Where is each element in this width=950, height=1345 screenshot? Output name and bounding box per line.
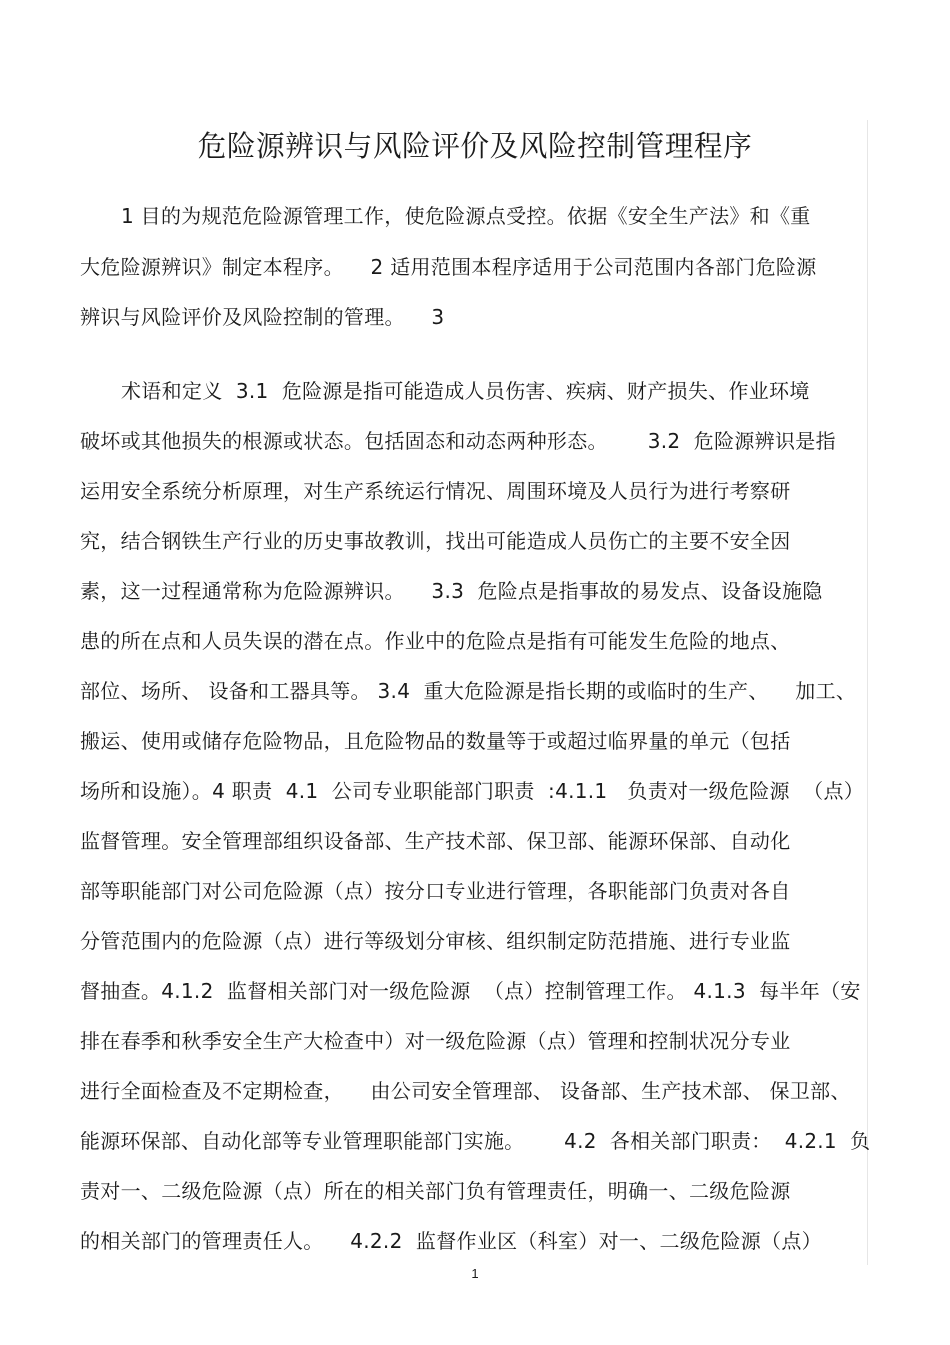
paragraph-line: 大危险源辨识》制定本程序。 2 适用范围本程序适用于公司范围内各部门危险源 [80, 255, 817, 279]
paragraph-line: 排在春季和秋季安全生产大检查中）对一级危险源（点）管理和控制状况分专业 [80, 1029, 791, 1053]
paragraph-line: 能源环保部、自动化部等专业管理职能部门实施。 4.2 各相关部门职责： 4.2.1 负 [80, 1129, 871, 1153]
paragraph-line: 部等职能部门对公司危险源（点）按分口专业进行管理，各职能部门负责对各自 [80, 879, 791, 903]
paragraph-line: 场所和设施）。4 职责 4.1 公司专业职能部门职责 :4.1.1 负责对一级危险源 （点） [80, 779, 865, 803]
page-edge-rule [867, 120, 868, 1265]
paragraph-line: 破坏或其他损失的根源或状态。包括固态和动态两种形态。 3.2 危险源辨识是指 [80, 429, 836, 453]
paragraph-line: 患的所在点和人员失误的潜在点。作业中的危险点是指有可能发生危险的地点、 [80, 629, 791, 653]
paragraph-line: 监督管理。安全管理部组织设备部、生产技术部、保卫部、能源环保部、自动化 [80, 829, 791, 853]
paragraph-line: 搬运、使用或储存危险物品，且危险物品的数量等于或超过临界量的单元（包括 [80, 729, 791, 753]
paragraph-line: 进行全面检查及不定期检查， 由公司安全管理部、 设备部、生产技术部、 保卫部、 [80, 1079, 851, 1103]
page-number: 1 [471, 1266, 479, 1281]
paragraph-line: 运用安全系统分析原理，对生产系统运行情况、周围环境及人员行为进行考察研 [80, 479, 791, 503]
paragraph-line: 的相关部门的管理责任人。 4.2.2 监督作业区（科室）对一、二级危险源（点） [80, 1229, 822, 1253]
paragraph-line: 部位、场所、 设备和工器具等。 3.4 重大危险源是指长期的或临时的生产、 加工、 [80, 679, 857, 703]
paragraph-line: 责对一、二级危险源（点）所在的相关部门负有管理责任，明确一、二级危险源 [80, 1179, 791, 1203]
paragraph-line: 1 目的为规范危险源管理工作，使危险源点受控。依据《安全生产法》和《重 [121, 204, 811, 228]
paragraph-line: 素，这一过程通常称为危险源辨识。 3.3 危险点是指事故的易发点、设备设施隐 [80, 579, 823, 603]
paragraph-line: 分管范围内的危险源（点）进行等级划分审核、组织制定防范措施、进行专业监 [80, 929, 791, 953]
paragraph-line: 督抽查。4.1.2 监督相关部门对一级危险源 （点）控制管理工作。 4.1.3 每半年（安 [80, 979, 861, 1003]
paragraph-line: 术语和定义 3.1 危险源是指可能造成人员伤害、疾病、财产损失、作业环境 [121, 379, 810, 403]
paragraph-line: 究，结合钢铁生产行业的历史事故教训，找出可能造成人员伤亡的主要不安全因 [80, 529, 791, 553]
document-title: 危险源辨识与风险评价及风险控制管理程序 [197, 129, 753, 163]
paragraph-line: 辨识与风险评价及风险控制的管理。 3 [80, 305, 445, 329]
